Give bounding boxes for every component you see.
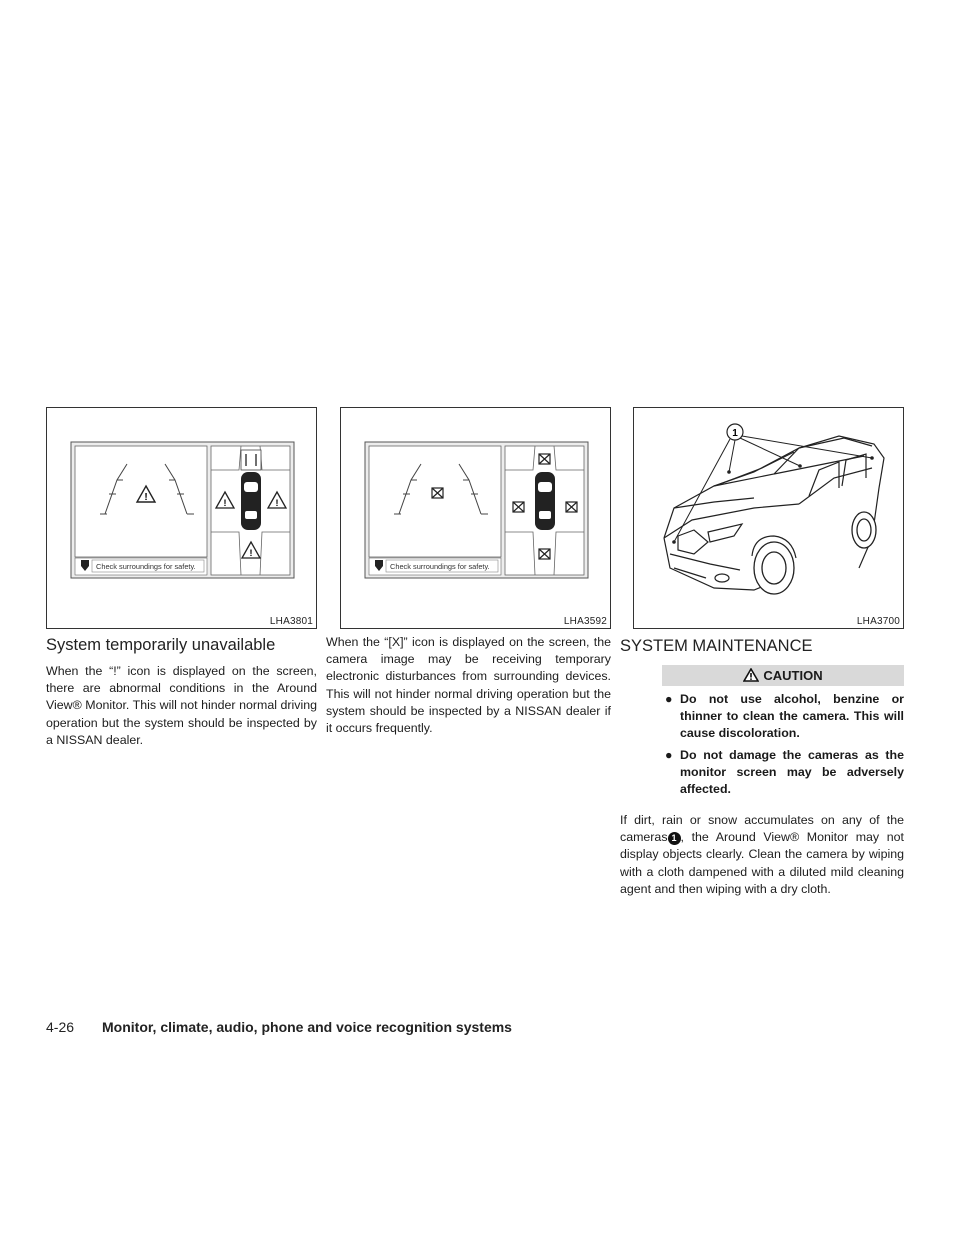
svg-text:!: !	[144, 492, 148, 503]
section-title-system-maintenance: SYSTEM MAINTENANCE	[620, 637, 813, 655]
caution-header	[662, 665, 904, 686]
caution-bullet-1	[662, 691, 904, 742]
figure-around-view-warning	[46, 407, 317, 629]
bullet-icon: ●	[665, 692, 673, 706]
maintenance-text-start: If dirt, rain or snow accumulates on any of the cameras	[620, 813, 904, 845]
paragraph-warning-icon: When the “!” icon is displayed on the screen, there are abnormal conditions in the Around View® Monitor. This will not hinder normal driving operation but the system should be inspected by a NISSAN dealer.	[46, 664, 317, 747]
figure-camera-locations	[633, 407, 904, 629]
paragraph-disturbance-icon: When the “[X]” icon is displayed on the screen, the camera image may be receiving temporary electronic disturbances from surrounding devices. This will not hinder normal driving operation but the system should be inspected by a NISSAN dealer if it occurs frequently.	[326, 635, 611, 736]
car-top-view	[535, 472, 555, 530]
svg-text:!: !	[223, 498, 227, 508]
around-view-warning-illustration	[47, 408, 317, 629]
callout-1	[672, 424, 874, 544]
section-title-temporarily-unavailable: System temporarily unavailable	[46, 636, 276, 654]
caution-warning-icon	[743, 667, 759, 688]
figure-id: LHA3592	[563, 616, 607, 627]
figure-id: LHA3700	[856, 616, 900, 627]
svg-text:!: !	[249, 548, 253, 558]
chapter-title: Monitor, climate, audio, phone and voice recognition systems	[102, 1019, 512, 1035]
wheels	[754, 512, 876, 594]
svg-text:1: 1	[732, 428, 738, 439]
car-top-view	[241, 472, 261, 530]
caution-label: CAUTION	[763, 668, 823, 683]
status-text: Check surroundings for safety.	[390, 562, 490, 571]
figure-id: LHA3801	[269, 616, 313, 627]
maintenance-text-end: , the Around View® Monitor may not display objects clearly. Clean the camera by wiping with a cloth dampened with a diluted mild cleaning agent and then wiping with a dry cloth.	[620, 830, 904, 896]
figure-around-view-disturbance	[340, 407, 611, 629]
status-text: Check surroundings for safety.	[96, 562, 196, 571]
callout-1-icon: 1	[668, 832, 681, 845]
bullet-icon: ●	[665, 748, 673, 762]
around-view-disturbance-illustration	[341, 408, 611, 629]
vehicle-camera-illustration	[634, 408, 904, 629]
svg-text:!: !	[275, 498, 279, 508]
disturbance-icon	[432, 488, 443, 498]
bullet-text: Do not use alcohol, benzine or thinner to clean the camera. This will cause discoloration.	[680, 692, 904, 740]
caution-bullet-2	[662, 747, 904, 798]
page-number: 4-26	[46, 1019, 75, 1035]
bullet-text: Do not damage the cameras as the monitor screen may be adversely affected.	[680, 748, 904, 796]
paragraph-maintenance	[620, 812, 904, 898]
